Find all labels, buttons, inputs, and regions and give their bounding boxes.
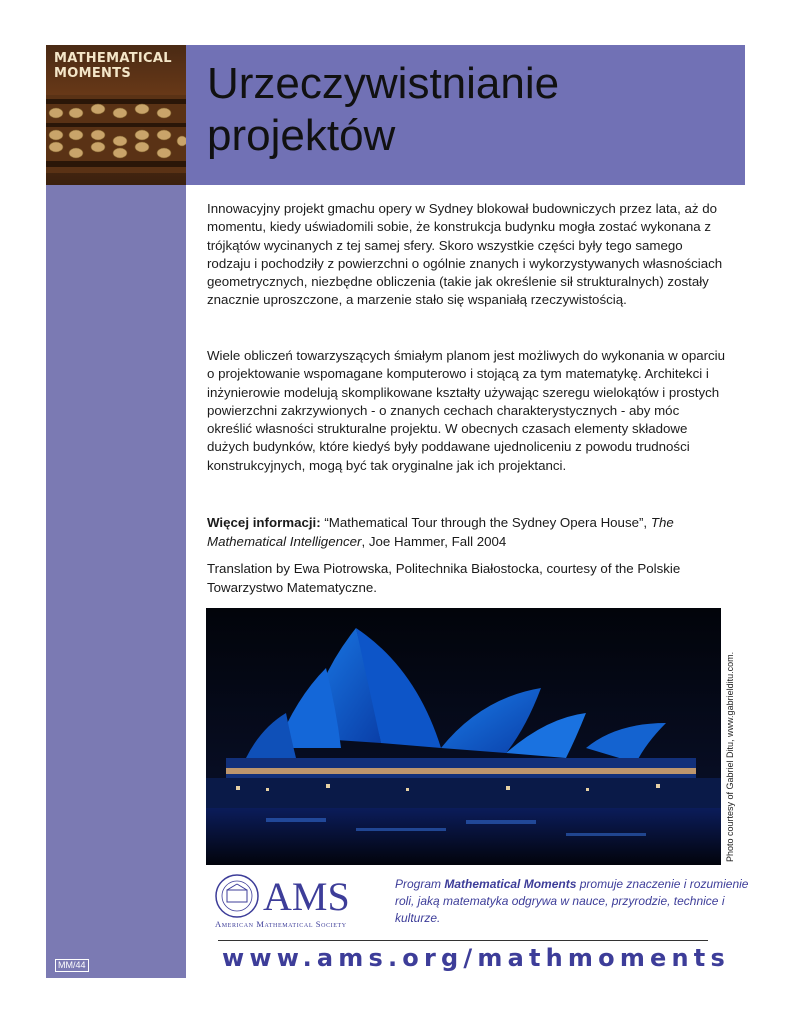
more-info-rest: , Joe Hammer, Fall 2004 [361,534,507,549]
title-line-2: projektów [207,111,396,160]
opera-house-illustration [206,608,721,865]
abacus-image [46,95,186,173]
ams-program-caption [395,876,750,927]
moment-code-badge: MM/44 [55,959,89,972]
paragraph-1: Innowacyjny projekt gmachu opery w Sydney blokował budowniczych przez lata, aż do momentu, kiedy uświadomili sobie, że konstrukcja budynku mogła zostać wykonana z trójkątów wycinanych z tej samej sfery. Skoro wszystkie części były tego samego rodzaju i pochodziły z powierzchni o ogólnie znanych i wykorzystywanych własnościach geometrycznych, niezbędne obliczenia (takie jak określenie sił strukturalnych) zostały znacznie uproszczone, a marzenie stało się wspaniałą rzeczywistością. [207,201,723,308]
more-info-label: Więcej informacji: [207,515,321,530]
more-info [207,513,727,551]
website-url[interactable]: www.ams.org/mathmoments [222,944,730,972]
logo-line-1: MATHEMATICAL [54,51,172,66]
page-title [207,58,559,162]
photo-credit: Photo courtesy of Gabriel Ditu, www.gabrielditu.com. [725,651,735,862]
paragraph-2: Wiele obliczeń towarzyszących śmiałym planom jest możliwych do wykonania w oparciu o projektowanie wspomagane komputerowo i stojącą za tym matematykę. Architekci i inżynierowie modelują skomplikowane kształty używając szeregu wielokątów i prostych powierzchni zakrzywionych - o znanych cechach charakterystycznych - aby móc określić własności strukturalne projektu. W obecnych czasach elementy składowe dużych budynków, które kiedyś były poddawane ujednoliceniu z powodu trudności konstrukcyjnych, mogą być tak oryginalne jak ich projektanci. [207,348,726,473]
ams-logo [213,872,383,930]
caption-post: promuje znaczenie i rozumienie roli, jaką matematyka odgrywa w nauce, przyrodzie, technice i kulturze. [395,877,749,925]
more-info-journal: The Mathematical Intelligencer [207,515,674,549]
caption-pre: Program [395,877,445,891]
ams-letters: AMS [263,874,350,919]
title-line-1: Urzeczywistnianie [207,59,560,108]
mathematical-moments-logo [46,45,186,185]
ams-society-name: American Mathematical Society [215,919,347,929]
logo-line-2: MOMENTS [54,66,132,81]
logo-title [54,51,172,81]
sydney-opera-house-photo [206,608,721,865]
caption-program-name: Mathematical Moments [444,877,577,891]
more-info-quote: “Mathematical Tour through the Sydney Opera House”, [320,515,651,530]
divider [218,940,708,941]
translation-credit: Translation by Ewa Piotrowska, Politechnika Białostocka, courtesy of the Polskie Towarzystwo Matematyczne. [207,561,681,595]
